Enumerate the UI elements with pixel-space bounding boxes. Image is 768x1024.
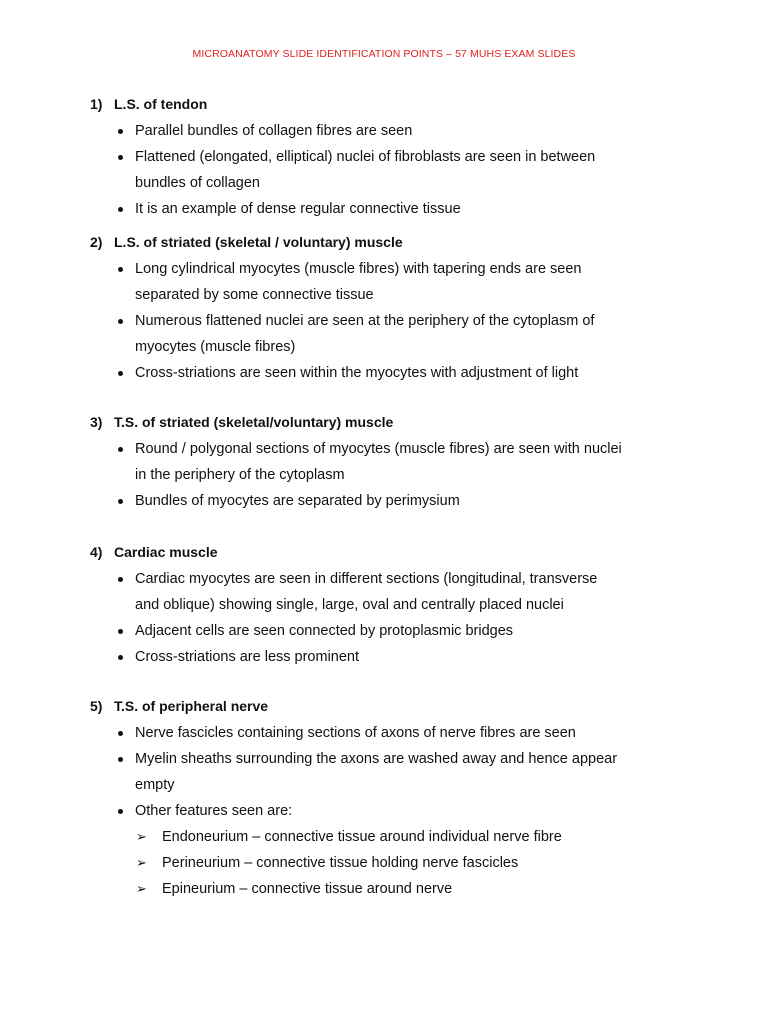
bullet-icon: [118, 731, 123, 736]
bullet-text-line: Bundles of myocytes are separated by perimysium: [135, 493, 460, 509]
section-number: 1): [90, 96, 103, 112]
bullet-text-line: Cardiac myocytes are seen in different sections (longitudinal, transverse: [135, 571, 598, 587]
page-title: MICROANATOMY SLIDE IDENTIFICATION POINTS – 57 MUHS EXAM SLIDES: [192, 48, 576, 60]
bullet-icon: [118, 629, 123, 634]
section-heading: [90, 233, 403, 251]
bullet-text-line: Long cylindrical myocytes (muscle fibres) with tapering ends are seen: [135, 261, 582, 277]
bullet-icon: [118, 655, 123, 660]
bullet-text-line: in the periphery of the cytoplasm: [135, 467, 345, 483]
sub-item-text: Epineurium – connective tissue around nerve: [162, 881, 453, 897]
section-heading-text: Cardiac muscle: [114, 544, 218, 560]
bullet-text-line: bundles of collagen: [135, 175, 260, 191]
bullet-text-line: Numerous flattened nuclei are seen at the periphery of the cytoplasm of: [135, 313, 595, 329]
section-number: 2): [90, 234, 103, 250]
section-number: 5): [90, 698, 103, 714]
bullet-text-line: separated by some connective tissue: [135, 287, 374, 303]
section-heading: [90, 413, 393, 431]
bullet-text-line: Cross-striations are seen within the myocytes with adjustment of light: [135, 365, 579, 381]
bullet-icon: [118, 319, 123, 324]
bullet-icon: [118, 809, 123, 814]
bullet-text-line: Nerve fascicles containing sections of axons of nerve fibres are seen: [135, 725, 576, 741]
bullet-icon: [118, 267, 123, 272]
bullet-icon: [118, 757, 123, 762]
bullet-text-line: Flattened (elongated, elliptical) nuclei of fibroblasts are seen in between: [135, 149, 596, 165]
section-number: 3): [90, 414, 103, 430]
bullet-text-line: Other features seen are:: [135, 803, 293, 819]
section-heading-text: T.S. of peripheral nerve: [114, 698, 269, 714]
bullet-icon: [118, 155, 123, 160]
section-heading: [90, 543, 218, 561]
section-number: 4): [90, 544, 103, 560]
bullet-text-line: Parallel bundles of collagen fibres are seen: [135, 123, 413, 139]
section-heading-text: T.S. of striated (skeletal/voluntary) muscle: [114, 414, 394, 430]
bullet-icon: [118, 371, 123, 376]
bullet-text-line: myocytes (muscle fibres): [135, 339, 296, 355]
bullet-icon: [118, 207, 123, 212]
section-heading-text: L.S. of tendon: [114, 96, 208, 112]
bullet-text-line: Adjacent cells are seen connected by protoplasmic bridges: [135, 623, 514, 639]
bullet-icon: [118, 447, 123, 452]
bullet-text-line: Cross-striations are less prominent: [135, 649, 360, 665]
bullet-icon: [118, 129, 123, 134]
bullet-icon: [118, 499, 123, 504]
section-heading-text: L.S. of striated (skeletal / voluntary) muscle: [114, 234, 403, 250]
arrow-bullet-icon: ➢: [136, 881, 147, 896]
bullet-icon: [118, 577, 123, 582]
arrow-bullet-icon: ➢: [136, 829, 147, 844]
bullet-text-line: empty: [135, 777, 175, 793]
bullet-text-line: Round / polygonal sections of myocytes (muscle fibres) are seen with nuclei: [135, 441, 622, 457]
section-heading: [90, 95, 207, 113]
arrow-bullet-icon: ➢: [136, 855, 147, 870]
sub-item-text: Endoneurium – connective tissue around individual nerve fibre: [162, 829, 562, 845]
bullet-text-line: It is an example of dense regular connective tissue: [135, 201, 461, 217]
bullet-text-line: and oblique) showing single, large, oval and centrally placed nuclei: [135, 597, 564, 613]
section-heading: [90, 697, 268, 715]
sub-item-text: Perineurium – connective tissue holding nerve fascicles: [162, 855, 519, 871]
bullet-text-line: Myelin sheaths surrounding the axons are washed away and hence appear: [135, 751, 618, 767]
